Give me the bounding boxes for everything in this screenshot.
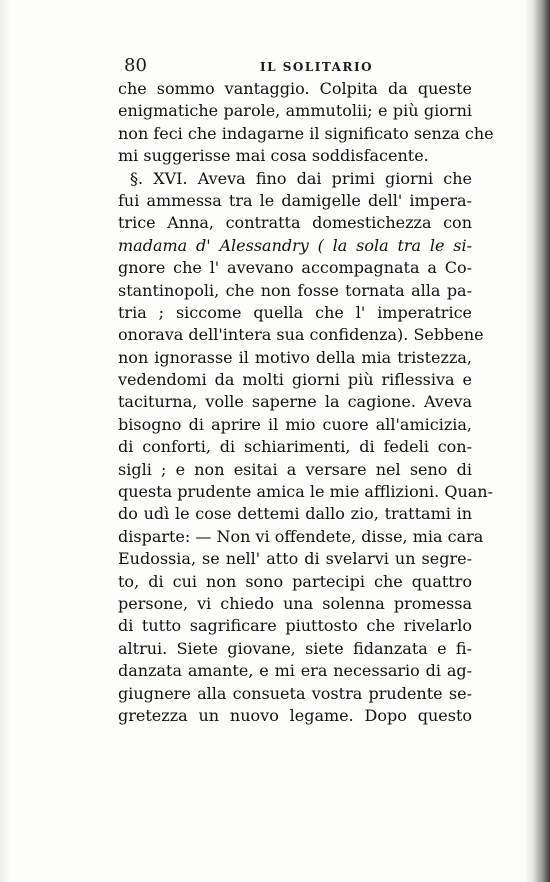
text-line: giugnere alla consueta vostra prudente se- <box>118 683 472 703</box>
text-line: non ignorasse il motivo della mia tristezza, <box>118 347 472 367</box>
text-line: danzata amante, e mi era necessario di ag- <box>118 661 472 681</box>
italic-name: madama d' Alessandry ( la sola tra le si- <box>118 235 472 255</box>
page-header <box>118 55 470 77</box>
text-line: altrui. Siete giovane, siete fidanzata e fi- <box>118 638 472 658</box>
text-line: fui ammessa tra le damigelle dell' impera- <box>118 190 472 210</box>
text-line: do udì le cose dettemi dallo zio, trattami in <box>118 504 472 524</box>
text-line: di tutto sagrificare piuttosto che rivelarlo <box>118 616 472 636</box>
text-line: onorava dell'intera sua confidenza). Sebbene <box>118 325 484 345</box>
text-line: disparte: — Non vi offendete, disse, mia cara <box>118 526 484 546</box>
text-line: trice Anna, contratta domestichezza con <box>118 213 472 233</box>
page-gutter-shadow <box>0 0 10 882</box>
body-text <box>118 78 494 727</box>
text-line: che sommo vantaggio. Colpita da queste <box>118 79 472 98</box>
text-line: to, di cui non sono partecipi che quattro <box>118 571 472 591</box>
page-edge-shadow <box>524 0 550 882</box>
text-line: di conforti, di schiarimenti, di fedeli con- <box>118 437 472 457</box>
text-line: §. XVI. Aveva fino dai primi giorni che <box>130 168 472 188</box>
text-line: vedendomi da molti giorni più riflessiva e <box>118 370 472 390</box>
text-line: tria ; siccome quella che l' imperatrice <box>118 302 472 322</box>
text-line: bisogno di aprire il mio cuore all'amicizia, <box>118 414 472 434</box>
page-number: 80 <box>124 55 147 76</box>
text-line: Eudossia, se nell' atto di svelarvi un segre- <box>118 549 472 569</box>
text-line: enigmatiche parole, ammutolii; e più giorni <box>118 101 472 121</box>
text-line: sigli ; e non esitai a versare nel seno di <box>118 459 472 479</box>
text-line: mi suggerisse mai cosa soddisfacente. <box>118 146 429 166</box>
text-line: taciturna, volle saperne la cagione. Aveva <box>118 392 472 412</box>
text-line: gretezza un nuovo legame. Dopo questo <box>118 705 472 725</box>
text-line <box>118 235 472 257</box>
running-title: IL SOLITARIO <box>260 60 374 74</box>
text-line: stantinopoli, che non fosse tornata alla pa- <box>118 280 472 300</box>
text-line: persone, vi chiedo una solenna promessa <box>118 593 472 613</box>
text-line: gnore che l' avevano accompagnata a Co- <box>118 258 472 278</box>
text-line: non feci che indagarne il significato senza che <box>118 123 494 143</box>
text-line: questa prudente amica le mie afflizioni. Quan- <box>118 482 493 502</box>
